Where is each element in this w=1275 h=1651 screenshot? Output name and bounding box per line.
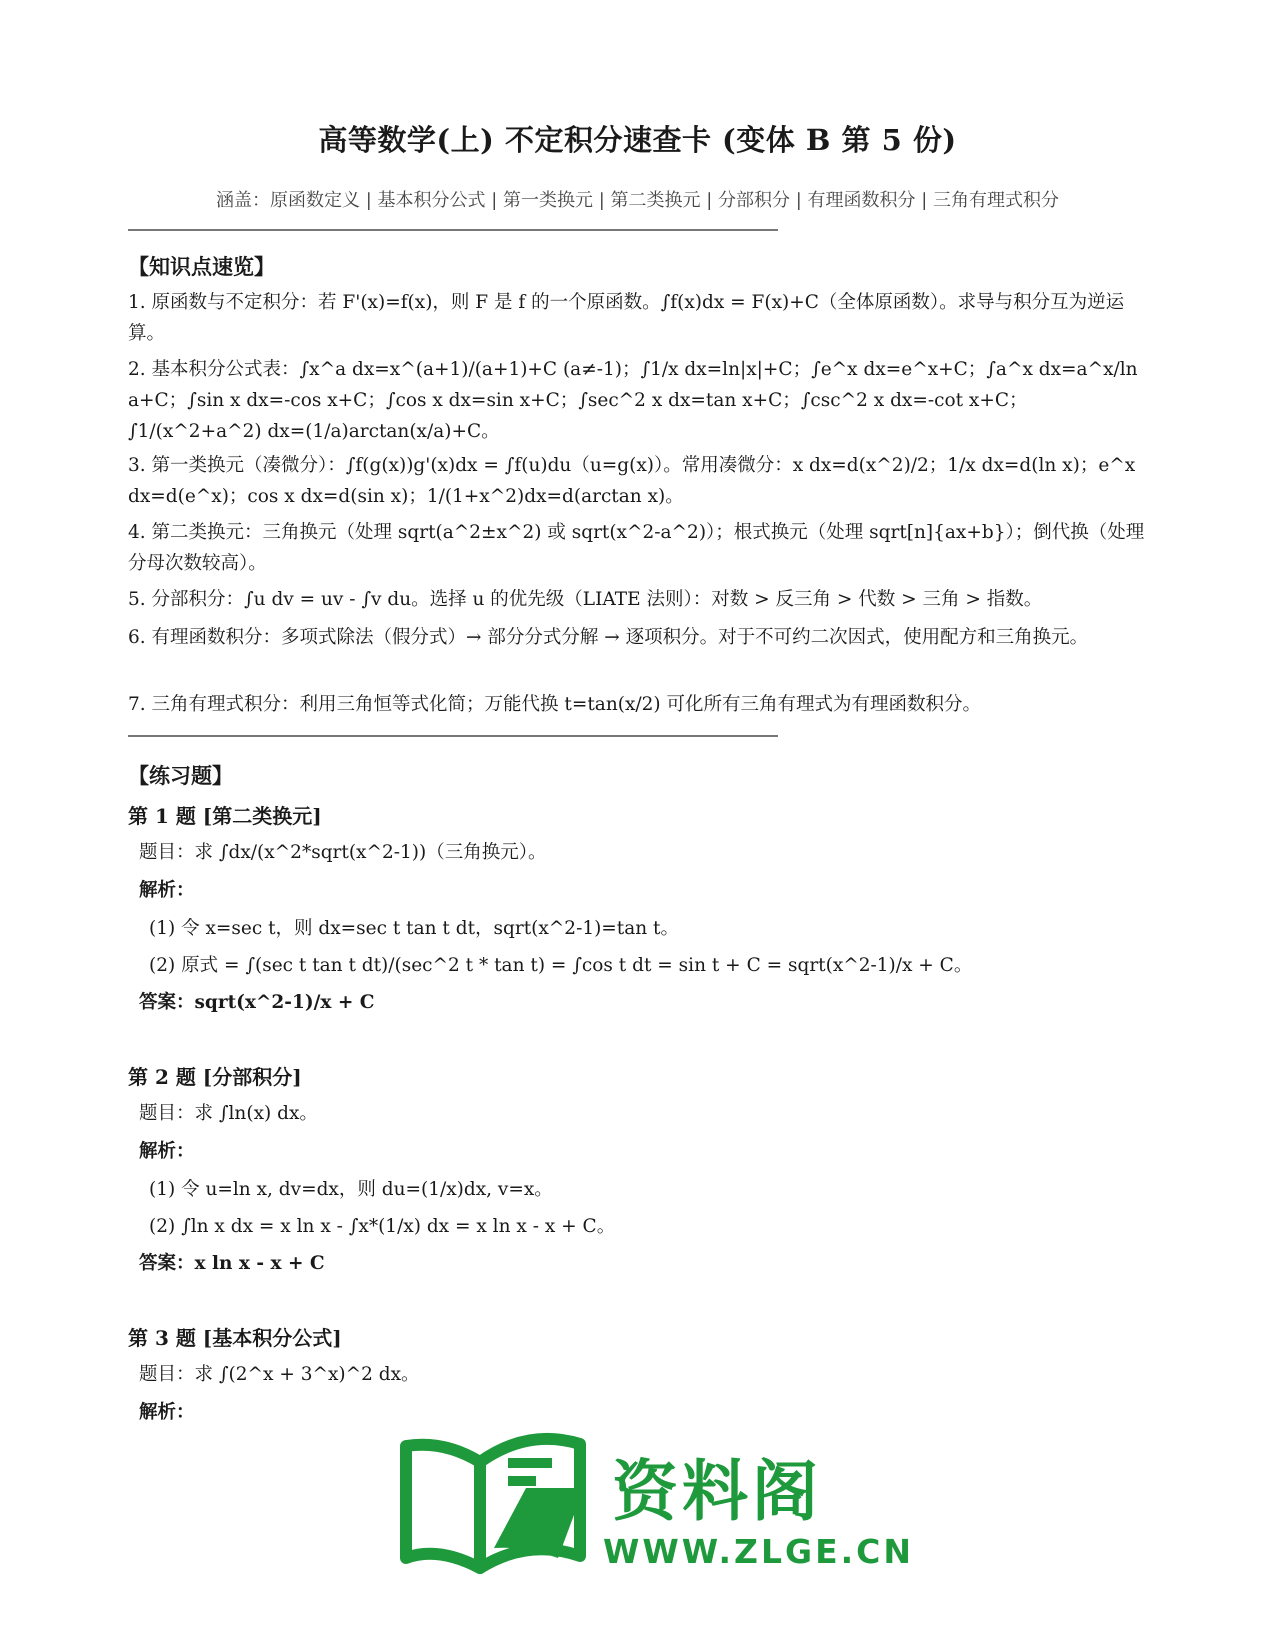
knowledge-item-4: 4. 第二类换元：三角换元（处理 sqrt(a^2±x^2) 或 sqrt(x^2-a^2)）；根式换元（处理 sqrt[n]{ax+b}）；倒代换（处理分母次数较高）。 xyxy=(128,522,1145,574)
question-1-title: 第 1 题 [第二类换元] xyxy=(128,804,322,828)
question-2-title: 第 2 题 [分部积分] xyxy=(128,1065,302,1089)
knowledge-item-7: 7. 三角有理式积分：利用三角恒等式化简；万能代换 t=tan(x/2) 可化所有三角有理式为有理函数积分。 xyxy=(128,694,981,715)
question-2-step-1: (1) 令 u=ln x, dv=dx，则 du=(1/x)dx, v=x。 xyxy=(149,1179,553,1200)
page-title: 高等数学(上) 不定积分速查卡 (变体 B 第 5 份) xyxy=(318,123,957,157)
divider xyxy=(128,229,778,231)
knowledge-heading: 【知识点速览】 xyxy=(128,254,275,279)
question-3-analysis-label: 解析： xyxy=(139,1402,195,1423)
question-1-step-2: (2) 原式 = ∫(sec t tan t dt)/(sec^2 t * tan t) = ∫cos t dt = sin t + C = sqrt(x^2-1)/x + C。 xyxy=(149,955,973,976)
question-2-text: 题目：求 ∫ln(x) dx。 xyxy=(139,1103,318,1124)
question-3-title: 第 3 题 [基本积分公式] xyxy=(128,1326,342,1350)
question-2-answer: 答案：x ln x - x + C xyxy=(139,1253,325,1274)
question-2-step-2: (2) ∫ln x dx = x ln x - ∫x*(1/x) dx = x ln x - x + C。 xyxy=(149,1216,616,1237)
question-1-step-1: (1) 令 x=sec t，则 dx=sec t tan t dt，sqrt(x^2-1)=tan t。 xyxy=(149,918,679,939)
question-1-analysis-label: 解析： xyxy=(139,880,195,901)
question-2-analysis-label: 解析： xyxy=(139,1141,195,1162)
knowledge-item-1: 1. 原函数与不定积分：若 F'(x)=f(x)，则 F 是 f 的一个原函数。∫f(x)dx = F(x)+C（全体原函数）。求导与积分互为逆运算。 xyxy=(128,292,1125,344)
knowledge-item-5: 5. 分部积分：∫u dv = uv - ∫v du。选择 u 的优先级（LIATE 法则）：对数 > 反三角 > 代数 > 三角 > 指数。 xyxy=(128,589,1043,610)
question-1-text: 题目：求 ∫dx/(x^2*sqrt(x^2-1))（三角换元）。 xyxy=(139,842,547,863)
page-subtitle: 涵盖：原函数定义 | 基本积分公式 | 第一类换元 | 第二类换元 | 分部积分 | 有理函数积分 | 三角有理式积分 xyxy=(215,190,1060,211)
divider xyxy=(128,735,778,737)
knowledge-item-2: 2. 基本积分公式表：∫x^a dx=x^(a+1)/(a+1)+C (a≠-1)；∫1/x dx=ln|x|+C；∫e^x dx=e^x+C；∫a^x dx=a^x/ln a+C；∫sin x dx=-cos x+C；∫cos x dx=sin x+C；∫sec^2 x dx=tan x+C；∫csc^2 x dx=-cot x+C；∫1/(x^2+a^2) dx=(1/a)arctan(x/a)+C。 xyxy=(128,359,1138,442)
question-3-text: 题目：求 ∫(2^x + 3^x)^2 dx。 xyxy=(139,1364,420,1385)
watermark-name: 资料阁 xyxy=(612,1453,822,1530)
watermark-url: WWW.ZLGE.CN xyxy=(603,1532,915,1571)
practice-heading: 【练习题】 xyxy=(128,763,233,788)
knowledge-item-6: 6. 有理函数积分：多项式除法（假分式）→ 部分分式分解 → 逐项积分。对于不可约二次因式，使用配方和三角换元。 xyxy=(128,627,1089,648)
knowledge-item-3: 3. 第一类换元（凑微分）：∫f(g(x))g'(x)dx = ∫f(u)du（u=g(x)）。常用凑微分：x dx=d(x^2)/2；1/x dx=d(ln x)；e^x dx=d(e^x)；cos x dx=d(sin x)；1/(1+x^2)dx=d(arctan x)。 xyxy=(128,455,1136,507)
question-1-answer: 答案：sqrt(x^2-1)/x + C xyxy=(139,992,375,1013)
